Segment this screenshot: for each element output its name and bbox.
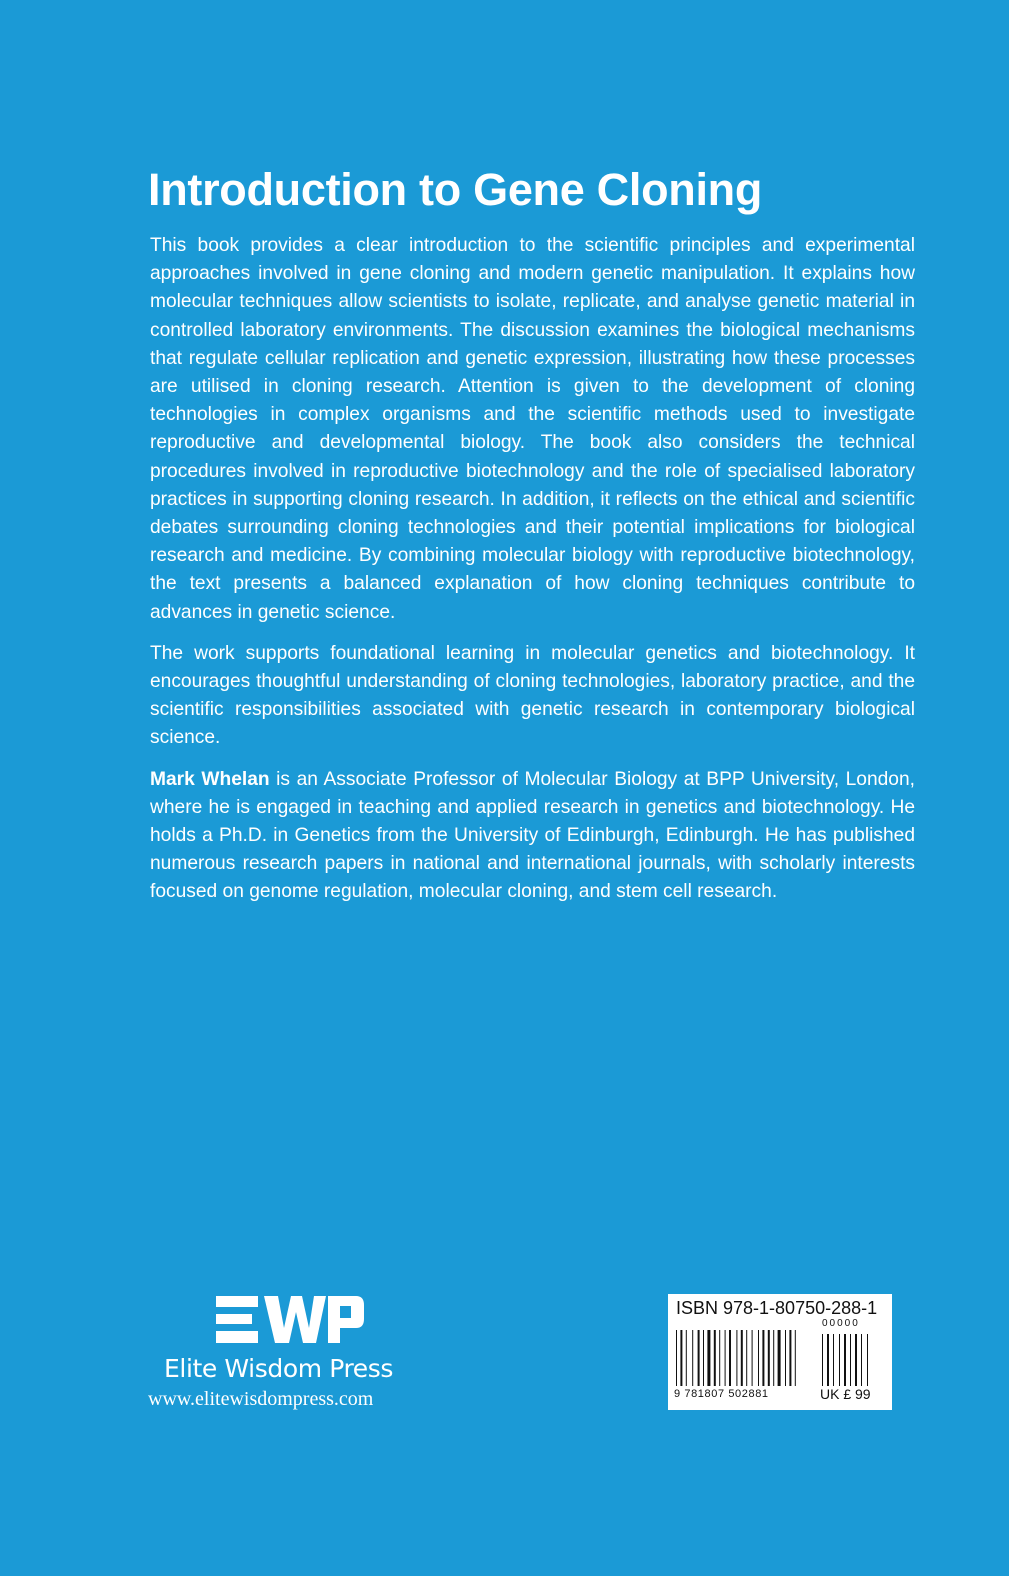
publisher-url: www.elitewisdompress.com [148, 1388, 374, 1410]
isbn-number: ISBN 978-1-80750-288-1 [676, 1298, 878, 1318]
barcode-icon [676, 1330, 884, 1388]
barcode-digits: 9 781807 502881 [674, 1388, 769, 1400]
publisher-logo-icon [216, 1292, 364, 1346]
book-title: Introduction to Gene Cloning [148, 164, 763, 215]
description-paragraph-2: The work supports foundational learning in molecular genetics and biotechnology. It encourages thoughtful understanding of cloning technologies, laboratory practice, and the scientific responsibilities associated with genetic research in contemporary biological science. [150, 642, 915, 749]
price-label: UK £ 99 [820, 1386, 871, 1402]
author-name: Mark Whelan [150, 768, 270, 790]
barcode-addon-digits: 00000 [822, 1318, 860, 1329]
publisher-name: Elite Wisdom Press [164, 1354, 394, 1383]
author-bio-text: is an Associate Professor of Molecular Biology at BPP University, London, where he is engaged in teaching and applied research in genetics and biotechnology. He holds a Ph.D. in Genetics from the University of Edinburgh, Edinburgh. He has published numerous research papers in national and international journals, with scholarly interests focused on genome regulation, molecular cloning, and stem cell research. [150, 768, 915, 903]
description-paragraph-1: This book provides a clear introduction to the scientific principles and experimental approaches involved in gene cloning and modern genetic manipulation. It explains how molecular techniques allow scientists to isolate, replicate, and analyse genetic material in controlled laboratory environments. The discussion examines the biological mechanisms that regulate cellular replication and genetic expression, illustrating how these processes are utilised in cloning research. Attention is given to the development of cloning technologies in complex organisms and the scientific methods used to investigate reproductive and developmental biology. The book also considers the technical procedures involved in reproductive biotechnology and the role of specialised laboratory practices in supporting cloning research. In addition, it reflects on the ethical and scientific debates surrounding cloning technologies and their potential implications for biological research and medicine. By combining molecular biology with reproductive biotechnology, the text presents a balanced explanation of how cloning techniques contribute to advances in genetic science. [150, 235, 915, 623]
author-biography [150, 766, 915, 907]
isbn-barcode-label [668, 1294, 892, 1410]
back-cover-blurb [150, 232, 915, 920]
